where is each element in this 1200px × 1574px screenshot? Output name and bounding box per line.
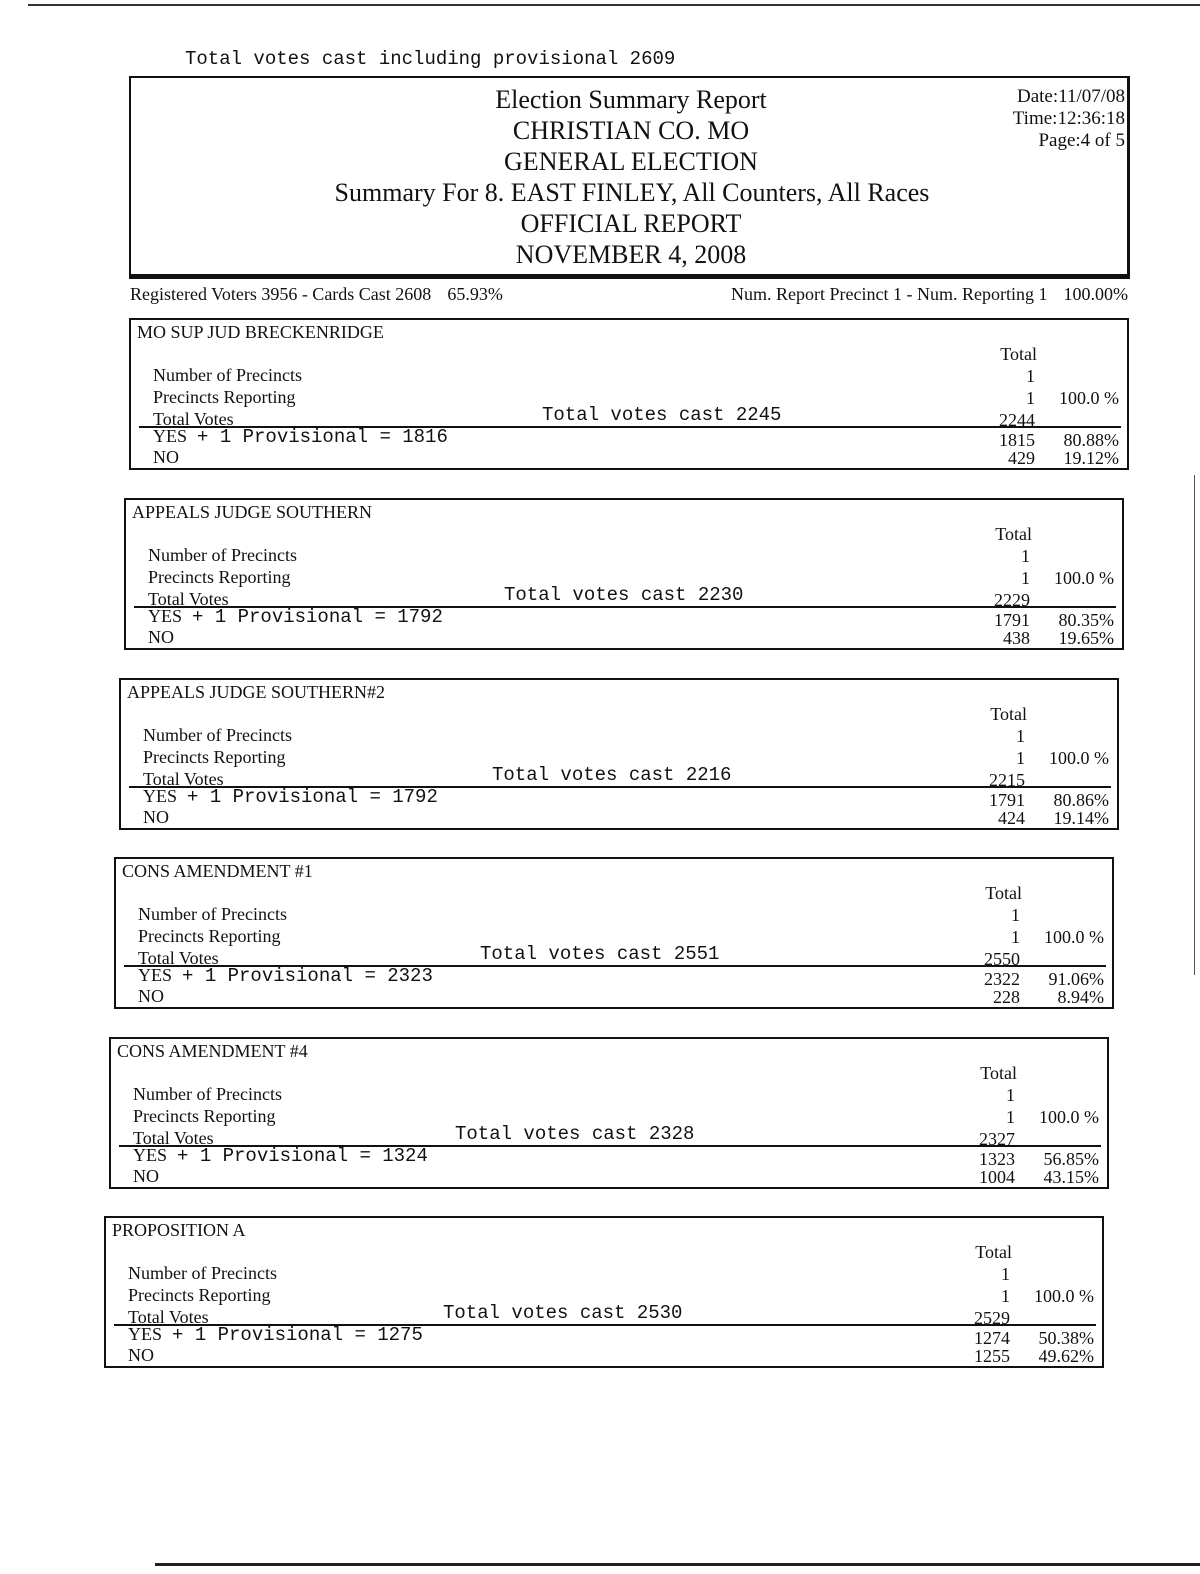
label-total-votes: Total Votes [128, 1307, 209, 1327]
total-header: Total [1000, 344, 1037, 364]
precinct-reporting [731, 284, 1128, 305]
label-precincts: Number of Precincts [148, 545, 297, 565]
label-total-votes: Total Votes [143, 769, 224, 789]
no-pct: 19.65% [1058, 628, 1114, 648]
provisional-note: + 1 Provisional = 1792 [187, 786, 438, 808]
label-total-votes: Total Votes [153, 409, 234, 429]
yes-row [153, 426, 448, 448]
yes-votes: 1323 [979, 1149, 1015, 1169]
yes-label: YES [143, 786, 178, 806]
yes-row [133, 1145, 428, 1167]
page-right-edge [1194, 475, 1195, 975]
label-reporting: Precincts Reporting [143, 747, 286, 767]
reporting-value: 1 [1026, 388, 1035, 408]
total-cast-note: Total votes cast 2328 [455, 1123, 695, 1145]
yes-pct: 80.86% [1053, 790, 1109, 810]
precincts-value: 1 [1011, 905, 1020, 925]
page-bottom-edge [155, 1563, 1200, 1566]
reporting-value: 1 [1011, 927, 1020, 947]
yes-label: YES [138, 965, 173, 985]
page-top-edge [28, 4, 1200, 6]
race-box [104, 1216, 1104, 1368]
total-votes-value: 2244 [999, 410, 1035, 430]
reporting-pct: 100.0 % [1044, 927, 1104, 947]
label-reporting: Precincts Reporting [153, 387, 296, 407]
report-header [129, 76, 1130, 279]
provisional-note: + 1 Provisional = 1816 [197, 426, 448, 448]
yes-label: YES [153, 426, 188, 446]
total-votes-value: 2215 [989, 770, 1025, 790]
title-line: Election Summary Report [495, 85, 767, 114]
reporting-value: 1 [1001, 1286, 1010, 1306]
provisional-note: + 1 Provisional = 1275 [172, 1324, 423, 1346]
label-total-votes: Total Votes [148, 589, 229, 609]
no-pct: 43.15% [1043, 1167, 1099, 1187]
reporting-value: 1 [1016, 748, 1025, 768]
label-precincts: Number of Precincts [133, 1084, 282, 1104]
label-reporting: Precincts Reporting [128, 1285, 271, 1305]
report-date: Date:11/07/08 [1017, 86, 1125, 107]
label-precincts: Number of Precincts [138, 904, 287, 924]
no-votes: 424 [998, 808, 1025, 828]
no-label: NO [133, 1166, 159, 1186]
total-cast-note: Total votes cast 2551 [480, 943, 720, 965]
race-box [119, 678, 1119, 830]
reporting-pct: 100.0 % [1039, 1107, 1099, 1127]
total-cast-note: Total votes cast 2230 [504, 584, 744, 606]
no-votes: 438 [1003, 628, 1030, 648]
yes-row [138, 965, 433, 987]
no-pct: 19.12% [1063, 448, 1119, 468]
provisional-note: + 1 Provisional = 2323 [182, 965, 433, 987]
yes-pct: 80.35% [1058, 610, 1114, 630]
yes-row [143, 786, 438, 808]
reporting-value: 1 [1006, 1107, 1015, 1127]
total-votes-value: 2529 [974, 1308, 1010, 1328]
reporting-pct: 100.0 % [1054, 568, 1114, 588]
yes-votes: 1791 [994, 610, 1030, 630]
race-box [109, 1037, 1109, 1189]
no-votes: 1004 [979, 1167, 1015, 1187]
reporting-pct: 100.0 % [1049, 748, 1109, 768]
yes-label: YES [128, 1324, 163, 1344]
reporting-pct: 100.00% [1063, 284, 1128, 304]
registered-text: Registered Voters 3956 - Cards Cast 2608 [130, 284, 432, 304]
reporting-text: Num. Report Precinct 1 - Num. Reporting 1 [731, 284, 1048, 304]
no-votes: 1255 [974, 1346, 1010, 1366]
total-cast-note: Total votes cast 2245 [542, 404, 782, 426]
provisional-note: + 1 Provisional = 1324 [177, 1145, 428, 1167]
registered-voters [130, 284, 503, 305]
total-header: Total [995, 524, 1032, 544]
total-cast-note: Total votes cast 2216 [492, 764, 732, 786]
label-precincts: Number of Precincts [153, 365, 302, 385]
provisional-note: + 1 Provisional = 1792 [192, 606, 443, 628]
total-header: Total [975, 1242, 1012, 1262]
race-name: CONS AMENDMENT #4 [117, 1041, 308, 1061]
reporting-pct: 100.0 % [1034, 1286, 1094, 1306]
race-box [129, 318, 1129, 470]
title-line: GENERAL ELECTION [504, 147, 758, 176]
no-label: NO [153, 447, 179, 467]
registered-pct: 65.93% [447, 284, 503, 304]
yes-label: YES [133, 1145, 168, 1165]
total-votes-value: 2327 [979, 1129, 1015, 1149]
yes-votes: 1274 [974, 1328, 1010, 1348]
no-label: NO [128, 1345, 154, 1365]
total-header: Total [980, 1063, 1017, 1083]
yes-pct: 50.38% [1038, 1328, 1094, 1348]
no-votes: 429 [1008, 448, 1035, 468]
total-cast-note: Total votes cast 2530 [443, 1302, 683, 1324]
race-box [124, 498, 1124, 650]
report-time: Time:12:36:18 [1012, 108, 1125, 129]
precincts-value: 1 [1001, 1264, 1010, 1284]
precincts-value: 1 [1026, 366, 1035, 386]
race-name: PROPOSITION A [112, 1220, 246, 1240]
no-pct: 8.94% [1057, 987, 1104, 1007]
total-header: Total [985, 883, 1022, 903]
label-reporting: Precincts Reporting [148, 567, 291, 587]
no-label: NO [148, 627, 174, 647]
label-precincts: Number of Precincts [128, 1263, 277, 1283]
yes-votes: 1791 [989, 790, 1025, 810]
label-reporting: Precincts Reporting [138, 926, 281, 946]
precincts-value: 1 [1016, 726, 1025, 746]
yes-label: YES [148, 606, 183, 626]
title-line: NOVEMBER 4, 2008 [515, 240, 747, 269]
yes-pct: 56.85% [1043, 1149, 1099, 1169]
total-votes-value: 2550 [984, 949, 1020, 969]
no-pct: 49.62% [1038, 1346, 1094, 1366]
report-title [131, 84, 1131, 270]
title-line: Summary For 8. EAST FINLEY, All Counters, All Races [334, 178, 930, 207]
report-meta [1013, 86, 1125, 152]
precincts-value: 1 [1021, 546, 1030, 566]
yes-votes: 1815 [999, 430, 1035, 450]
reporting-pct: 100.0 % [1059, 388, 1119, 408]
yes-pct: 91.06% [1048, 969, 1104, 989]
yes-row [148, 606, 443, 628]
summary-stats [130, 284, 1128, 308]
race-name: APPEALS JUDGE SOUTHERN [132, 502, 373, 522]
yes-row [128, 1324, 423, 1346]
no-label: NO [138, 986, 164, 1006]
no-pct: 19.14% [1053, 808, 1109, 828]
total-header: Total [990, 704, 1027, 724]
race-box [114, 857, 1114, 1009]
reporting-value: 1 [1021, 568, 1030, 588]
race-name: APPEALS JUDGE SOUTHERN#2 [127, 682, 386, 702]
yes-votes: 2322 [984, 969, 1020, 989]
no-label: NO [143, 807, 169, 827]
total-votes-value: 2229 [994, 590, 1030, 610]
handwritten-note: Total votes cast including provisional 2609 [185, 48, 676, 70]
race-name: MO SUP JUD BRECKENRIDGE [137, 322, 384, 342]
race-name: CONS AMENDMENT #1 [122, 861, 313, 881]
label-precincts: Number of Precincts [143, 725, 292, 745]
label-total-votes: Total Votes [133, 1128, 214, 1148]
title-line: CHRISTIAN CO. MO [512, 116, 750, 145]
yes-pct: 80.88% [1063, 430, 1119, 450]
report-page: Page:4 of 5 [1038, 130, 1125, 151]
precincts-value: 1 [1006, 1085, 1015, 1105]
title-line: OFFICIAL REPORT [520, 209, 742, 238]
label-total-votes: Total Votes [138, 948, 219, 968]
no-votes: 228 [993, 987, 1020, 1007]
label-reporting: Precincts Reporting [133, 1106, 276, 1126]
